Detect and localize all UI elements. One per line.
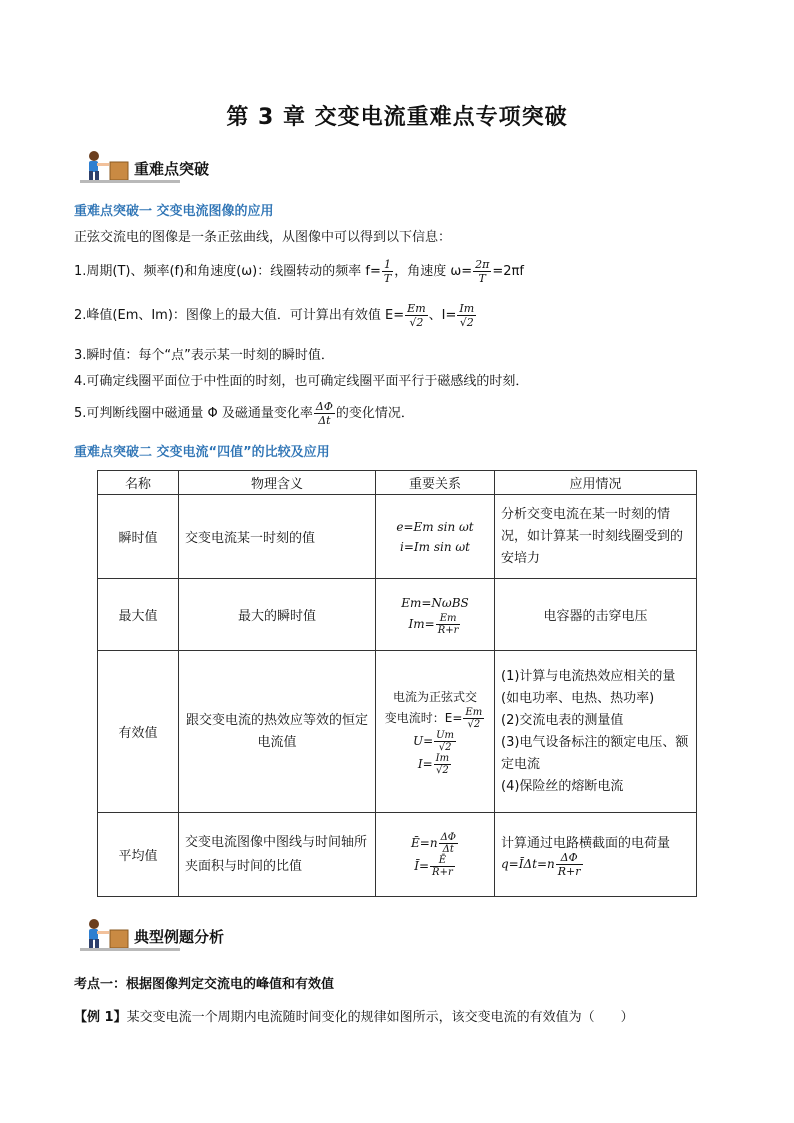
- row-use: (1)计算与电流热效应相关的量(如电功率、电热、热功率) (2)交流电表的测量值 (3)电气设备标注的额定电压、额定电流 (4)保险丝的熔断电流: [495, 651, 697, 813]
- topic1-item3: 3.瞬时值：每个“点”表示某一时刻的瞬时值．: [74, 348, 334, 363]
- table-header-cell: 应用情况: [495, 471, 697, 495]
- topic1-item4: 4.可确定线圈平面位于中性面的时刻，也可确定线圈平面平行于磁感线的时刻．: [74, 374, 529, 389]
- topic1-item1: 1.周期(T)、频率(f)和角速度(ω)：线圈转动的频率 f= $\frac{1}{T}$ ，角速度 ω= $\frac{2\pi}{T}$ =2πf: [74, 258, 524, 285]
- kaodian-heading: 考点一：根据图像判定交流电的峰值和有效值: [74, 977, 335, 992]
- row-relation: 电流为正弦式交 变电流时：E= $\frac{Em}{√2}$ U= $\frac{Um}{√2}$ I= $\frac{Im}{√2}$: [376, 651, 495, 813]
- table-header-cell: 重要关系: [376, 471, 495, 495]
- table-row: [98, 813, 697, 897]
- table-header-row: [98, 471, 697, 495]
- section-header-examples: [80, 918, 280, 958]
- table-header-cell: 物理含义: [179, 471, 376, 495]
- row-name: 平均值: [98, 813, 179, 897]
- row-use: 分析交变电流在某一时刻的情况，如计算某一时刻线圈受到的安培力: [495, 495, 697, 579]
- row-use: 电容器的击穿电压: [495, 579, 697, 651]
- four-values-table: [97, 470, 697, 897]
- row-use: 计算通过电路横截面的电荷量 q=ĪΔt=n $\frac{\Delta\Phi}{R+r}$: [495, 813, 697, 897]
- row-relation: e=Em sin ωt i=Im sin ωt: [376, 495, 495, 579]
- topic1-intro: 正弦交流电的图像是一条正弦曲线，从图像中可以得到以下信息：: [74, 230, 452, 245]
- row-relation: Em=NωBS Im= $\frac{Em}{R+r}$: [376, 579, 495, 651]
- row-meaning: 交变电流图像中图线与时间轴所夹面积与时间的比值: [179, 813, 376, 897]
- row-name: 瞬时值: [98, 495, 179, 579]
- row-meaning: 交变电流某一时刻的值: [179, 495, 376, 579]
- row-meaning: 最大的瞬时值: [179, 579, 376, 651]
- row-relation: Ē=n $\frac{\Delta\Phi}{\Delta t}$ Ī= $\frac{Ē}{R+r}$: [376, 813, 495, 897]
- section-label: 典型例题分析: [134, 928, 225, 946]
- page-title: 第 3 章 交变电流重难点专项突破: [226, 105, 568, 130]
- table-header-cell: 名称: [98, 471, 179, 495]
- section-divider: [80, 180, 180, 183]
- row-name: 有效值: [98, 651, 179, 813]
- example-1: 【例 1】某交变电流一个周期内电流随时间变化的规律如图所示，该交变电流的有效值为（ ）: [74, 1010, 634, 1025]
- table-row: [98, 651, 697, 813]
- section-divider: [80, 948, 180, 951]
- section-label: 重难点突破: [134, 160, 210, 178]
- topic1-heading: 重难点突破一 交变电流图像的应用: [74, 204, 274, 219]
- row-meaning: 跟交变电流的热效应等效的恒定电流值: [179, 651, 376, 813]
- topic1-item5: 5.可判断线圈中磁通量 Φ 及磁通量变化率 $\frac{\Delta\Phi}{\Delta t}$ 的变化情况．: [74, 400, 414, 427]
- table-row: [98, 579, 697, 651]
- table-row: [98, 495, 697, 579]
- section-header-key-points: [80, 150, 280, 190]
- row-name: 最大值: [98, 579, 179, 651]
- topic2-heading: 重难点突破二 交变电流“四值”的比较及应用: [74, 445, 330, 460]
- topic1-item2: 2.峰值(Em、Im)：图像上的最大值．可计算出有效值 E= $\frac{Em}{√2}$ 、I= $\frac{Im}{√2}$: [74, 302, 475, 329]
